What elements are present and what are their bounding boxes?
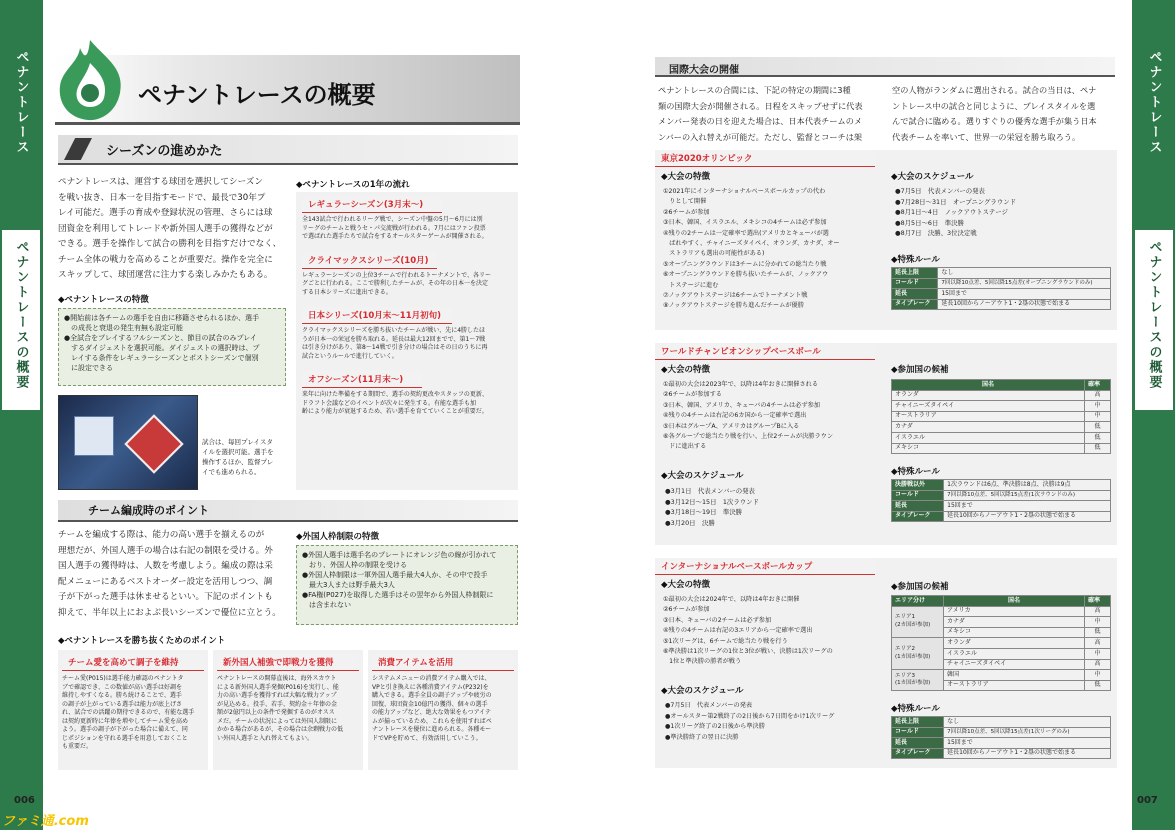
feat-line: ドに進出する — [663, 443, 707, 451]
rule-value: なし — [938, 268, 1111, 279]
page-number-left: 006 — [14, 795, 35, 806]
features-title: ◆ペナントレースの特徴 — [58, 295, 149, 305]
rules-table — [891, 267, 1111, 310]
rule-value: 15回まで — [944, 501, 1111, 512]
feat-line: ⑤日本はグループA、アメリカはグループBに入る — [663, 422, 800, 430]
left-side-tab — [2, 40, 40, 190]
season-intro — [58, 175, 290, 284]
foreign-line: おり、外国人枠の制限を受ける — [302, 561, 407, 569]
feat-line: ⑥オープニングラウンドを勝ち抜いたチームが、ノックアウ — [663, 271, 829, 279]
country-name: アメリカ — [944, 606, 1085, 617]
sched-line: ●3月1日 代表メンバーの発表 — [665, 487, 755, 495]
rule-value: 7回以降10点差、5回以降15点差(1次ラウンドのみ) — [944, 490, 1111, 501]
feat-line: ①最初の大会は2024年で、以降は4年おきに開催 — [663, 596, 800, 603]
sched-line: ●8月5日〜6日 準決勝 — [895, 218, 964, 227]
rule-value: 15回まで — [938, 289, 1111, 300]
area-name: エリア3 — [895, 672, 915, 679]
event-feat-title: ◆大会の特徴 — [661, 172, 711, 182]
table-row — [892, 596, 1111, 607]
stage-text: 全143試合で行われるリーグ戦で、シーズン中盤の5月〜6月には別 — [302, 216, 483, 223]
team-line: チームを編成する際は、能力の高い選手を揃えるのが — [58, 530, 265, 540]
rule-key: タイブレーク — [892, 299, 938, 310]
tip-title: 新外国人補強で即戦力を獲得 — [217, 654, 359, 671]
tip-line: チーム愛(P015)は選手能力確認のペナントタ — [62, 675, 184, 682]
watermark-logo: ファミ通.com — [2, 814, 89, 829]
left-side-tab-label: ペナントレース — [13, 50, 29, 155]
feature-line: の成長と衰退の発生有無も設定可能 — [64, 324, 183, 332]
event-sched-list — [665, 701, 890, 743]
feat-line: ⑤オープニングラウンドは3チームに分かれての総当たり戦 — [663, 260, 827, 268]
event-tokyo2020 — [655, 150, 1117, 330]
rule-key: コールド — [892, 727, 944, 738]
left-side-tab-sub-label: ペナントレースの概要 — [13, 240, 29, 390]
rule-value: 延長10回からノーアウト1・2塁の状態で始まる — [944, 511, 1111, 522]
intro-line: レイ可能だ。選手の育成や登録状況の管理、さらには球 — [58, 208, 273, 218]
sched-line: ●7月5日 代表メンバーの発表 — [665, 702, 753, 709]
feat-line: トステージに進む — [663, 281, 719, 289]
feat-line: ⑤1次リーグは、6チームで総当たり戦を行う — [663, 637, 788, 645]
country-name: チャイニーズタイペイ — [944, 659, 1085, 670]
foreign-title: ◆外国人枠制限の特徴 — [296, 532, 380, 542]
foreign-line: ●外国人選手は選手名のプレートにオレンジ色の線が引かれて — [302, 551, 497, 559]
stage-text: 齢により能力が衰退するため、若い選手を育てていくことが重要だ。 — [302, 408, 488, 415]
rule-value: 7回以降10点差、5回以降15点差(オープニングラウンドのみ) — [938, 278, 1111, 289]
intro-line: 団資金を利用してトレードや新外国人選手の獲得などが — [58, 223, 273, 234]
feat-line: ⑥準決勝は1次リーグの1位と3位が戦い、決勝は1次リーグの — [663, 648, 833, 656]
team-line: 配メニューにあるベストオーダー設定を活用しつつ、調 — [58, 576, 273, 587]
table-row — [892, 278, 1111, 289]
intl-line: ントレース中の試合と同じように、プレイスタイルを選 — [892, 100, 1096, 111]
stage-text: クライマックスシリーズを勝ち抜いたチームが戦い、先に4勝したほ — [302, 327, 486, 334]
table-row — [892, 670, 1111, 681]
tip-line: じポジションを守れる選手を用意しておくこと — [62, 734, 188, 742]
stage-climax — [296, 248, 518, 302]
rule-key: 延長 — [892, 289, 938, 300]
feat-line: ⑧ノックアウトステージを勝ち進んだチームが優勝 — [663, 302, 804, 310]
tip-line: VPと引き換えに各種消費アイテム(P232)を — [372, 683, 489, 691]
event-feat-title: ◆大会の特徴 — [661, 365, 711, 375]
table-row — [892, 411, 1111, 422]
stage-text: うが日本一の栄冠を勝ち取れる。延長は最大12回までで、第1〜7戦 — [302, 335, 486, 343]
tip-line: い外国人選手と入れ替えてもよい。 — [217, 734, 314, 742]
table-row — [892, 422, 1111, 433]
foreign-line: 最大3人または野手最大3人 — [302, 581, 395, 589]
table-row — [892, 480, 1111, 491]
rules-table — [891, 479, 1111, 522]
rule-value: 7回以降10点差、5回以降15点差(1次リーグのみ) — [944, 727, 1111, 738]
foreign-line: ●外国人枠制限は一軍外国人選手最大4人か、その中で投手 — [302, 571, 488, 579]
rule-value: 1次ラウンドは6点、準決勝は8点、決勝は9点 — [944, 480, 1111, 491]
left-side-tab-sub — [2, 230, 40, 410]
country-rate: 高 — [1085, 390, 1111, 401]
feature-line: するダイジェストを選択可能。ダイジェストの選択時は、プ — [64, 344, 260, 352]
intro-line: ペナントレースは、運営する球団を選択してシーズン — [58, 177, 263, 187]
feat-line: ③日本、キューバの2チームは必ず参加 — [663, 616, 772, 624]
season-heading: シーズンの進めかた — [106, 143, 223, 159]
table-row — [892, 727, 1111, 738]
tip-line: れ、試合での活躍の期待できるので、有能な選手 — [62, 709, 195, 716]
sched-line: ●7月5日 代表メンバーの発表 — [895, 187, 985, 195]
tip-line: の調子が上がっている選手は能力が底上げさ — [62, 700, 183, 708]
game-screenshot — [58, 395, 198, 490]
foreign-line: ●FA権(P027)を取得した選手はその翌年から外国人枠制限に — [302, 591, 494, 599]
left-side-band — [0, 0, 43, 830]
event-sched-list — [665, 486, 865, 528]
tips-title: ◆ペナントレースを勝ち抜くためのポイント — [58, 636, 226, 646]
sched-line: ●1次リーグ終了の2日後から準決勝 — [665, 723, 765, 731]
country-name: カナダ — [944, 617, 1085, 628]
tip-line: ムが揃っているため、これらを使用すればペ — [372, 717, 492, 725]
country-rate: 中 — [1085, 648, 1111, 659]
country-rate: 中 — [1085, 617, 1111, 628]
event-feat-title: ◆大会の特徴 — [661, 580, 711, 590]
table-row — [892, 638, 1111, 649]
area-cell — [892, 638, 944, 670]
sched-line: ●準決勝終了の翌日に決勝 — [665, 733, 739, 741]
stage-text: 試合というルールで進行していく。 — [302, 352, 398, 360]
sched-line: ●3月18日〜19日 準決勝 — [665, 508, 743, 517]
sched-line: ●7月28日〜31日 オープニングラウンド — [895, 197, 1016, 206]
feat-line: ①2021年にインターナショナルベースボールカップの代わ — [663, 188, 826, 195]
right-side-tab-label: ペナントレース — [1146, 50, 1162, 155]
rule-key: 延長上限 — [892, 717, 944, 728]
tip-card — [368, 650, 518, 770]
feat-line: ストラリアも選出の可能性がある) — [663, 250, 765, 258]
intl-line: ペナントレースの合間には、下記の特定の期間に3種 — [658, 85, 851, 95]
tip-line: も重要だ。 — [62, 743, 93, 750]
country-rate: 中 — [1085, 411, 1111, 422]
stage-title: クライマックスシリーズ(10月) — [302, 252, 437, 269]
feat-line: ②6チームが参加する — [663, 391, 722, 399]
flame-logo-icon — [50, 38, 130, 123]
page-title: ペナントレースの概要 — [138, 81, 376, 109]
rule-value: 15回まで — [944, 738, 1111, 749]
country-rate: 低 — [1085, 443, 1111, 454]
event-feat-list — [663, 380, 885, 453]
feat-line: ⑦ノックアウトステージは6チームでトーナメント戦 — [663, 292, 808, 300]
intl-line: ンバーの入れ替えが可能だ。ただし、監督とコーチは架 — [658, 131, 863, 142]
page-number-right: 007 — [1137, 795, 1158, 806]
rule-key: 延長 — [892, 501, 944, 512]
country-name: オーストラリア — [944, 680, 1085, 691]
event-sched-list — [895, 186, 1095, 239]
tip-line: ナントレースを優位に進められる。各種モー — [372, 726, 492, 733]
rule-key: 延長上限 — [892, 268, 938, 279]
country-name: イスラエル — [892, 432, 1085, 443]
tip-line: が見込める。投手、若手、契約金＋年俸の金 — [217, 700, 338, 708]
feat-line: ばれやすく、チャイニーズタイペイ、オランダ、カナダ、オー — [663, 240, 840, 248]
feature-line: ●開始前は各チームの選手を自由に移籍させられるほか、選手 — [64, 314, 260, 322]
country-name: オランダ — [892, 390, 1085, 401]
table-row — [892, 289, 1111, 300]
country-rate: 高 — [1085, 638, 1111, 649]
stage-text: は引き分けがあり、第8〜14戦で引き分けの場合はその日のうちに再 — [302, 344, 488, 351]
column-header: 国名 — [892, 380, 1085, 391]
event-rules-title: ◆特殊ルール — [891, 704, 940, 714]
caption-line: 試合は、毎回プレイスタ — [202, 438, 273, 446]
event-cand-title: ◆参加国の候補 — [891, 582, 949, 592]
column-header: エリア分け — [892, 596, 944, 607]
rule-value: なし — [944, 717, 1111, 728]
chevron-icon — [64, 138, 92, 160]
stage-text: 来年に向けた準備をする期間で、選手の契約更改やスタッフの更新、 — [302, 391, 488, 398]
stage-regular — [296, 192, 518, 246]
event-ibc — [655, 558, 1117, 768]
column-header: 確率 — [1085, 380, 1111, 391]
feat-line: りとして開催 — [663, 198, 707, 206]
intl-line: んで試合に臨める。選りすぐりの優秀な選手が集う日本 — [892, 116, 1097, 126]
intl-heading-bar — [655, 57, 1115, 77]
team-line: 理想だが、外国人選手の場合は右記の制限を受ける。外 — [58, 545, 273, 556]
season-heading-bar — [58, 135, 518, 165]
tip-line: ドでVPを貯めて、有効活用していこう。 — [372, 734, 482, 742]
table-row — [892, 390, 1111, 401]
country-name: オランダ — [944, 638, 1085, 649]
country-rate: 中 — [1085, 670, 1111, 681]
rule-key: 延長 — [892, 738, 944, 749]
tip-title: 消費アイテムを活用 — [372, 654, 514, 671]
area-cell — [892, 606, 944, 638]
country-rate: 低 — [1085, 627, 1111, 638]
tip-line: の能力アップなど、絶大な効果をもつアイテ — [372, 709, 492, 716]
sched-line: ●8月7日 決勝、3位決定戦 — [895, 229, 977, 238]
event-sched-title: ◆大会のスケジュール — [891, 172, 974, 182]
stage-text: で選ばれた選手たちで試合をするオールスターゲームが開催される。 — [302, 233, 488, 240]
table-row — [892, 717, 1111, 728]
stage-japan-series — [296, 303, 518, 365]
sched-line: ●3月12日〜15日 1次ラウンド — [665, 497, 759, 506]
table-row — [892, 401, 1111, 412]
tip-card — [213, 650, 363, 770]
country-rate: 低 — [1085, 422, 1111, 433]
country-name: メキシコ — [892, 443, 1085, 454]
sched-line: ●3月20日 決勝 — [665, 518, 715, 527]
intro-line: スキップして、球団運営に注力する楽しみかたもある。 — [58, 270, 273, 280]
feat-line: ④残りの4チームは右記の6カ国から一定確率で選出 — [663, 412, 807, 420]
right-side-tab-sub-label: ペナントレースの概要 — [1146, 240, 1162, 390]
event-sched-title: ◆大会のスケジュール — [661, 686, 744, 696]
intl-heading: 国際大会の開催 — [669, 65, 739, 76]
tip-line: メだ。チームの状況によっては外国人制限に — [217, 717, 338, 725]
stage-text: ドラフト会議などのイベントが次々に発生する。有能な選手も加 — [302, 399, 477, 407]
caption-line: 操作するほか、監督プレ — [202, 458, 274, 466]
intl-line: 空の人物がランダムに選出される。試合の当日は、ペナ — [892, 85, 1097, 95]
event-rules-title: ◆特殊ルール — [891, 255, 940, 265]
stage-title: オフシーズン(11月末〜) — [302, 371, 422, 388]
feat-line: ①最初の大会は2023年で、以降は4年おきに開催される — [663, 381, 819, 388]
country-rate: 高 — [1085, 606, 1111, 617]
tip-card — [58, 650, 208, 770]
rule-key: コールド — [892, 490, 944, 501]
area-name: エリア1 — [895, 614, 915, 621]
event-wbc — [655, 343, 1117, 545]
country-name: 韓国 — [944, 670, 1085, 681]
intl-intro-left — [658, 83, 880, 145]
table-row — [892, 299, 1111, 310]
event-rules-title: ◆特殊ルール — [891, 467, 940, 477]
intro-line: を戦い抜き、日本一を目指すモードで、最長で30年プ — [58, 192, 266, 203]
stage-text: リーグのチームと戦うセ・パ交流戦が行われる。7月にはファン投票 — [302, 224, 486, 232]
stage-title: 日本シリーズ(10月末〜11月初旬) — [302, 307, 452, 324]
country-rate: 低 — [1085, 432, 1111, 443]
table-row — [892, 748, 1111, 759]
intro-line: できる。選手を操作して試合の勝利を目指すだけでなく、 — [58, 239, 282, 249]
feature-line: ●全試合をプレイするフルシーズンと、節目の試合のみプレイ — [64, 334, 257, 342]
right-side-band — [1132, 0, 1175, 830]
table-row — [892, 268, 1111, 279]
event-feat-list — [663, 187, 885, 312]
area-note: (1カ国が参加) — [895, 680, 931, 687]
flow-panel — [296, 192, 518, 490]
team-heading: チーム編成時のポイント — [88, 504, 209, 517]
area-note: (1カ国が参加) — [895, 653, 931, 660]
foreign-box — [296, 545, 518, 625]
intl-line: メンバー発表の日を迎えた場合は、日本代表チームのメ — [658, 116, 863, 126]
tip-line: 力の高い選手を獲得すれば大幅な戦力アップ — [217, 692, 337, 699]
event-feat-list — [663, 595, 885, 668]
table-row — [892, 501, 1111, 512]
candidate-table — [891, 379, 1111, 454]
rule-value: 延長10回からノーアウト1・2塁の状態で始まる — [938, 299, 1111, 310]
stage-text: する日本シリーズに進出できる。 — [302, 288, 392, 296]
event-title: インターナショナルベースボールカップ — [655, 558, 875, 575]
event-title: ワールドチャンピオンシップベースボール — [655, 343, 875, 360]
rule-key: 決勝戦以外 — [892, 480, 944, 491]
area-note: (2カ国が参加) — [895, 621, 931, 628]
rule-key: タイブレーク — [892, 748, 944, 759]
table-row — [892, 606, 1111, 617]
stage-title: レギュラーシーズン(3月末〜) — [302, 196, 442, 213]
intl-line: 代表チームを率いて、世界一の栄冠を勝ち取ろう。 — [892, 131, 1081, 142]
country-rate: 中 — [1085, 401, 1111, 412]
foreign-line: は含まれない — [302, 601, 351, 609]
feat-line: ②6チームが参加 — [663, 208, 710, 216]
sched-line: ●8月1日〜4日 ノックアウトステージ — [895, 208, 1008, 217]
stage-offseason — [296, 367, 518, 421]
table-row — [892, 511, 1111, 522]
area-cell — [892, 670, 944, 691]
feat-line: ⑥各グループで総当たり戦を行い、上位2チームが決勝ラウン — [663, 433, 834, 441]
flow-title: ◆ペナントレースの1年の流れ — [296, 180, 410, 190]
right-side-tab — [1135, 40, 1173, 190]
feat-line: 1位と準決勝の勝者が戦う — [663, 658, 742, 666]
feat-line: ③日本、韓国、アメリカ、キューバの4チームは必ず参加 — [663, 401, 820, 409]
team-heading-bar — [58, 500, 518, 522]
intl-intro-right — [892, 83, 1114, 145]
team-line: 抑えて、半年以上におよぶ長いシーズンで優位に立とう。 — [58, 607, 281, 618]
event-title: 東京2020オリンピック — [655, 150, 875, 167]
country-name: オーストラリア — [892, 411, 1085, 422]
tip-line: は契約更新時に年俸を増やしてチーム愛を高め — [62, 717, 189, 725]
tip-line: 購入できる。選手全員の調子アップや疲労の — [372, 692, 492, 699]
rule-value: 延長10回からノーアウト1・2塁の状態で始まる — [944, 748, 1111, 759]
country-rate: 低 — [1085, 680, 1111, 691]
screenshot-caption — [202, 437, 292, 477]
sched-line: ●オールスター第2戦終了の2日後から7日間をかけ1次リーグ — [665, 712, 835, 720]
tip-line: システムメニューの消費アイテム購入では、 — [372, 675, 491, 682]
feature-line: に設定できる — [64, 364, 113, 372]
tip-line: 額が2億円以上の条件で発掘するのがオスス — [217, 709, 335, 716]
tip-title: チーム愛を高めて調子を維持 — [62, 654, 204, 671]
tip-line: 回復、球団資金10億円の獲得、個々の選手 — [372, 700, 488, 708]
team-text — [58, 528, 290, 621]
caption-line: イルを選択可能。選手を — [202, 448, 274, 456]
country-name: イスラエル — [944, 648, 1085, 659]
features-box — [58, 308, 286, 386]
screenshot-emblem — [124, 414, 183, 473]
table-row — [892, 490, 1111, 501]
team-line: 国人選手の獲得時は、人数を考慮しよう。編成の際は采 — [58, 561, 273, 571]
stage-text: レギュラーシーズンの上位3チームで行われるトーナメントで、各リー — [302, 271, 492, 279]
tip-line: による新外国人選手発掘(P016)を実行し、能 — [217, 683, 339, 691]
intro-line: チーム全体の戦力を高めることが重要だ。操作を完全に — [58, 254, 273, 265]
tip-line: かかる場合があるが、その場合は余剰戦力の低 — [217, 726, 344, 733]
feat-line: ④残りの2チームは一定確率で選出(アメリカとキューバが選 — [663, 229, 829, 237]
stage-text: グごとに行われる。ここで勝利したチームが、その年の日本一を決定 — [302, 280, 489, 287]
table-row — [892, 432, 1111, 443]
tip-line: ブで確認でき、この数値が高い選手は好調を — [62, 683, 182, 691]
intl-line: 類の国際大会が開催される。日程をスキップせずに代表 — [658, 100, 863, 111]
country-rate: 高 — [1085, 659, 1111, 670]
team-line: 子が下がった選手は休ませるといい。下記のポイントも — [58, 592, 273, 602]
country-name: メキシコ — [944, 627, 1085, 638]
country-name: チャイニーズタイペイ — [892, 401, 1085, 412]
column-header: 確率 — [1085, 596, 1111, 607]
table-row — [892, 738, 1111, 749]
right-side-tab-sub — [1135, 230, 1173, 410]
caption-line: イでも進められる。 — [202, 468, 261, 476]
tip-line: よう。選手の調子が下がった場合に備えて、同 — [62, 726, 188, 733]
feat-line: ④残りの4チームは右記の3エリアから一定確率で選出 — [663, 627, 813, 635]
country-name: カナダ — [892, 422, 1085, 433]
screenshot-dialog — [74, 416, 114, 456]
area-name: エリア2 — [895, 646, 915, 653]
tip-line: 維持しやすくなる。勝ち続けることで、選手 — [62, 692, 182, 699]
event-cand-title: ◆参加国の候補 — [891, 365, 949, 375]
event-sched-title: ◆大会のスケジュール — [661, 471, 744, 481]
column-header: 国名 — [944, 596, 1085, 607]
candidate-table — [891, 595, 1111, 691]
feat-line: ③日本、韓国、イスラエル、メキシコの4チームは必ず参加 — [663, 219, 827, 227]
tip-line: ペナントレースの開幕直後は、海外スカウト — [217, 675, 337, 682]
table-row — [892, 380, 1111, 391]
rule-key: タイブレーク — [892, 511, 944, 522]
table-row — [892, 443, 1111, 454]
feature-line: レイする条件をレギュラーシーズンとポストシーズンで個別 — [64, 354, 259, 362]
feat-line: ②6チームが参加 — [663, 606, 710, 614]
rules-table — [891, 716, 1111, 759]
rule-key: コールド — [892, 278, 938, 289]
